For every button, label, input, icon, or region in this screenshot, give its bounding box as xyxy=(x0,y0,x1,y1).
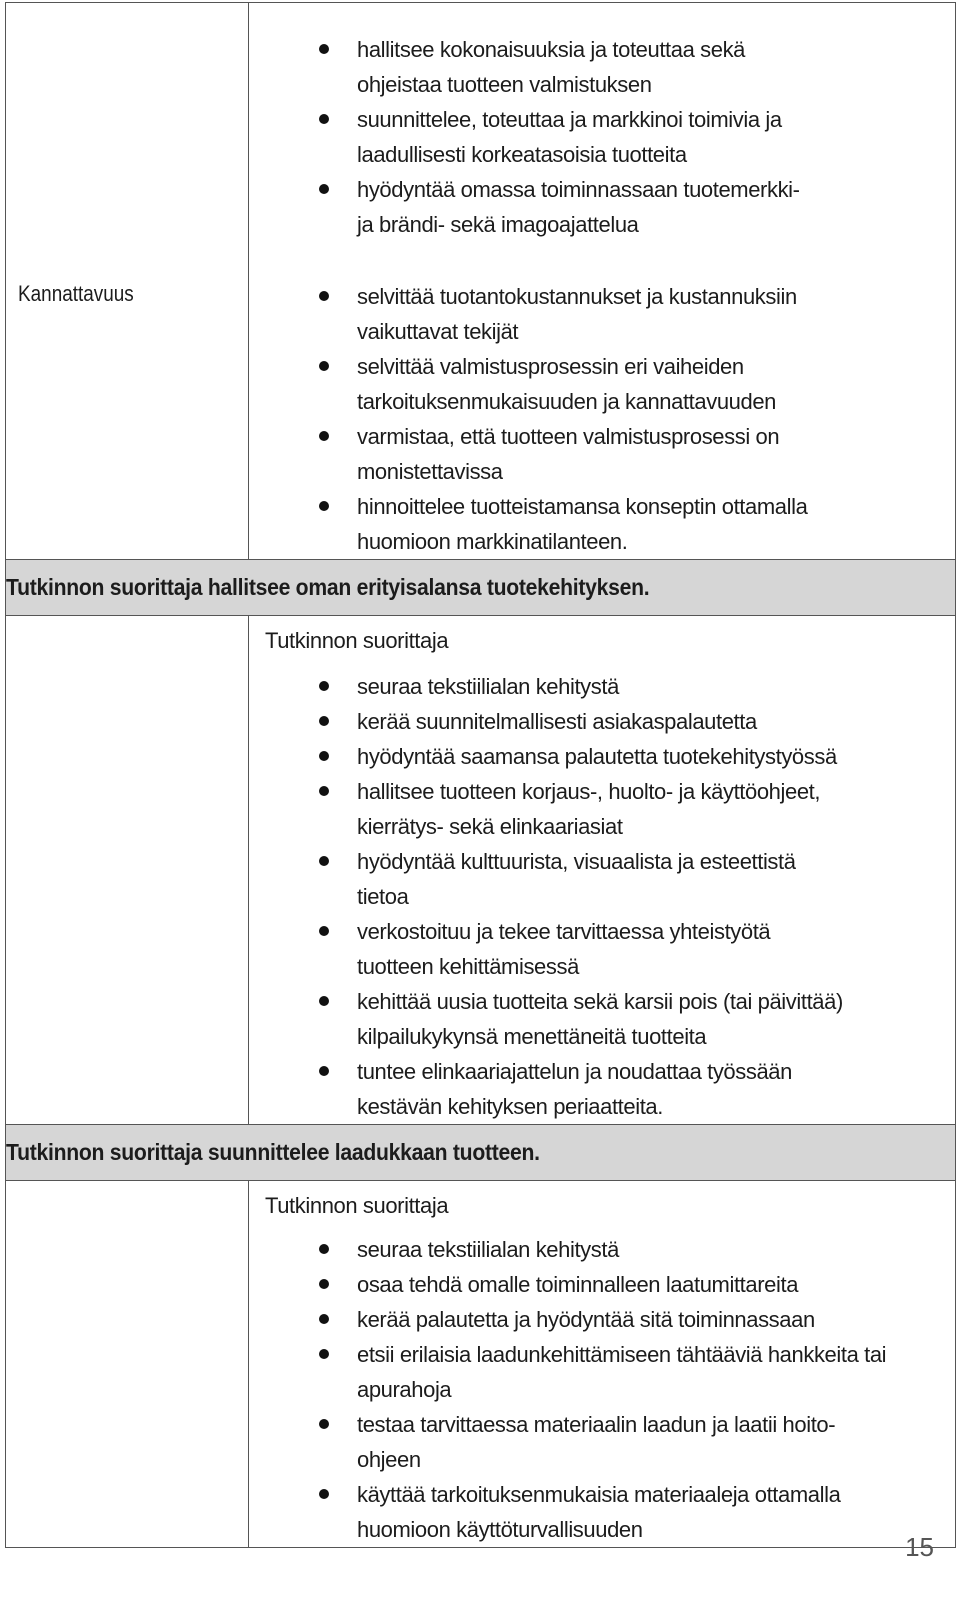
list-item xyxy=(249,1477,889,1547)
bullet-icon xyxy=(319,1244,329,1254)
section-label-cell xyxy=(6,1181,249,1548)
list-item-text: testaa tarvittaessa materiaalin laadun ja laatii hoito-ohjeen xyxy=(357,1412,836,1472)
section-subheading: Tutkinnon suorittaja xyxy=(265,628,449,653)
bullet-icon xyxy=(319,856,329,866)
list-item xyxy=(249,172,809,242)
list-item xyxy=(249,419,849,489)
list-item-text: hyödyntää saamansa palautetta tuotekehitystyössä xyxy=(357,744,837,769)
list-item-text: etsii erilaisia laadunkehittämiseen tähtääviä hankkeita tai apurahoja xyxy=(357,1342,887,1402)
list-item-text: kerää palautetta ja hyödyntää sitä toiminnassaan xyxy=(357,1307,815,1332)
bullet-icon xyxy=(319,786,329,796)
bullet-list xyxy=(249,669,849,1124)
list-item-text: hyödyntää kulttuurista, visuaalista ja esteettistä tietoa xyxy=(357,849,796,909)
page-number: 15 xyxy=(905,1532,934,1562)
section-subheading: Tutkinnon suorittaja xyxy=(265,1193,449,1218)
list-item xyxy=(249,32,809,102)
bullet-list xyxy=(249,1232,889,1547)
bullet-icon xyxy=(319,1419,329,1429)
list-item-text: hallitsee tuotteen korjaus-, huolto- ja käyttöohjeet, kierrätys- sekä elinkaariasiat xyxy=(357,779,821,839)
bullet-icon xyxy=(319,926,329,936)
list-item-text: osaa tehdä omalle toiminnalleen laatumittareita xyxy=(357,1272,799,1297)
section-content-cell xyxy=(249,616,956,1125)
list-item xyxy=(249,1337,889,1407)
bullet-icon xyxy=(319,681,329,691)
list-item-text: seuraa tekstiilialan kehitystä xyxy=(357,1237,619,1262)
list-item xyxy=(249,984,849,1054)
list-item-text: suunnittelee, toteuttaa ja markkinoi toimivia ja laadullisesti korkeatasoisia tuotteita xyxy=(357,107,782,167)
criteria-table xyxy=(5,2,956,1548)
list-item-text: seuraa tekstiilialan kehitystä xyxy=(357,674,619,699)
band-row xyxy=(6,1125,956,1181)
list-item xyxy=(249,1267,889,1302)
bullet-icon xyxy=(319,114,329,124)
bullet-icon xyxy=(319,1489,329,1499)
list-item-text: kehittää uusia tuotteita sekä karsii pois (tai päivittää) kilpailukykynsä menettäneitä tuotteita xyxy=(357,989,843,1049)
list-item xyxy=(249,489,849,559)
bullet-icon xyxy=(319,1349,329,1359)
section-heading-band: Tutkinnon suorittaja hallitsee oman erityisalansa tuotekehityksen. xyxy=(6,560,956,616)
list-item xyxy=(249,669,849,704)
bullet-icon xyxy=(319,751,329,761)
section-tuotekehitys-row xyxy=(6,616,956,1125)
bullet-icon xyxy=(319,361,329,371)
list-item-text: selvittää tuotantokustannukset ja kustannuksiin vaikuttavat tekijät xyxy=(357,284,797,344)
section-laatu-row xyxy=(6,1181,956,1548)
section-label-cell xyxy=(6,616,249,1125)
list-item-text: käyttää tarkoituksenmukaisia materiaaleja ottamalla huomioon käyttöturvallisuuden xyxy=(357,1482,841,1542)
list-item xyxy=(249,102,809,172)
section-content-cell xyxy=(249,3,956,560)
bullet-icon xyxy=(319,44,329,54)
list-item xyxy=(249,774,849,844)
list-item-text: hallitsee kokonaisuuksia ja toteuttaa sekä ohjeistaa tuotteen valmistuksen xyxy=(357,37,746,97)
list-item-text: varmistaa, että tuotteen valmistusprosessi on monistettavissa xyxy=(357,424,780,484)
bullet-list xyxy=(249,279,849,559)
bullet-icon xyxy=(319,184,329,194)
list-item-text: tuntee elinkaariajattelun ja noudattaa työssään kestävän kehityksen periaatteita. xyxy=(357,1059,792,1119)
section-heading-band: Tutkinnon suorittaja suunnittelee laadukkaan tuotteen. xyxy=(6,1125,956,1181)
list-item xyxy=(249,844,849,914)
bullet-icon xyxy=(319,501,329,511)
section-content-cell xyxy=(249,1181,956,1548)
list-item-text: selvittää valmistusprosessin eri vaiheiden tarkoituksenmukaisuuden ja kannattavuuden xyxy=(357,354,777,414)
list-item xyxy=(249,1407,889,1477)
bullet-icon xyxy=(319,1066,329,1076)
list-item xyxy=(249,349,849,419)
band-row xyxy=(6,560,956,616)
list-item xyxy=(249,1232,889,1267)
list-item xyxy=(249,1302,889,1337)
list-item-text: kerää suunnitelmallisesti asiakaspalautetta xyxy=(357,709,757,734)
bullet-icon xyxy=(319,1279,329,1289)
list-item-text: hinnoittelee tuotteistamansa konseptin ottamalla huomioon markkinatilanteen. xyxy=(357,494,808,554)
section-label-kannattavuus: Kannattavuus xyxy=(18,281,134,306)
list-item-text: verkostoituu ja tekee tarvittaessa yhteistyötä tuotteen kehittämisessä xyxy=(357,919,771,979)
list-item xyxy=(249,739,849,774)
section-label-cell xyxy=(6,3,249,560)
bullet-icon xyxy=(319,291,329,301)
list-item-text: hyödyntää omassa toiminnassaan tuotemerkki- ja brändi- sekä imagoajattelua xyxy=(357,177,800,237)
bullet-icon xyxy=(319,996,329,1006)
bullet-list xyxy=(249,32,809,242)
section-kannattavuus-row xyxy=(6,3,956,560)
bullet-icon xyxy=(319,1314,329,1324)
list-item xyxy=(249,1054,849,1124)
bullet-icon xyxy=(319,431,329,441)
list-item xyxy=(249,279,849,349)
list-item xyxy=(249,914,849,984)
bullet-icon xyxy=(319,716,329,726)
list-item xyxy=(249,704,849,739)
